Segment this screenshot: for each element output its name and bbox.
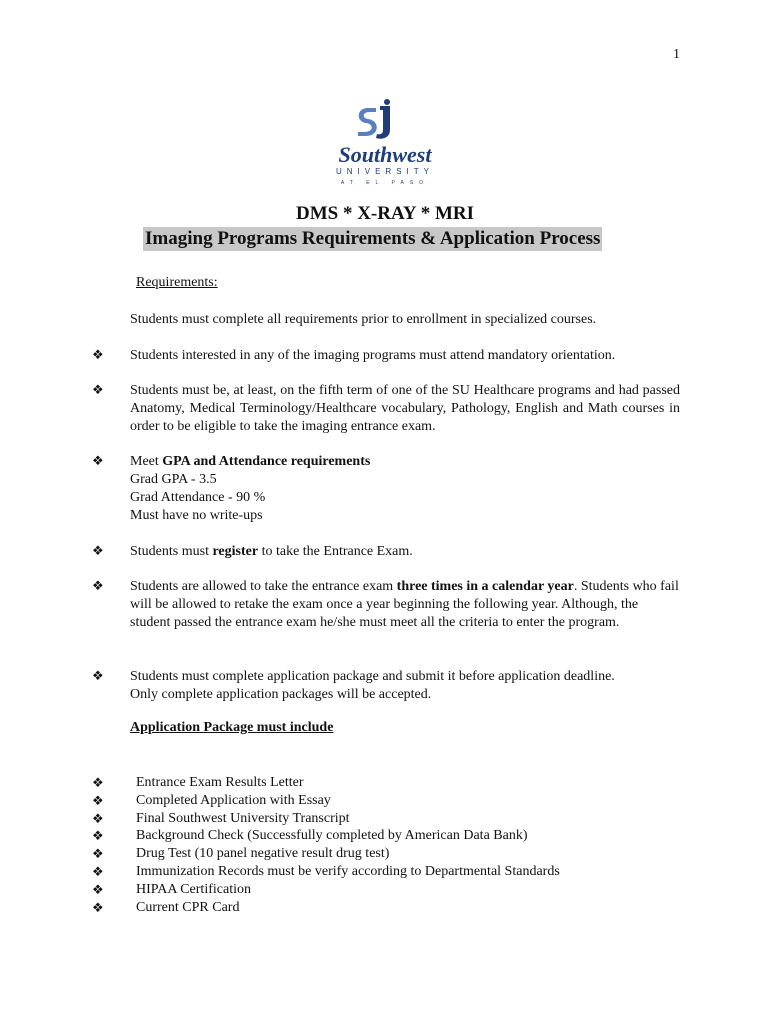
diamond-bullet-icon: ❖ (92, 828, 104, 844)
register-bold: register (212, 544, 259, 559)
diamond-bullet-icon: ❖ (92, 668, 104, 683)
intro-text: Students must complete all requirements prior to enrollment in specialized courses. (130, 312, 597, 327)
diamond-bullet-icon: ❖ (92, 543, 104, 558)
diamond-bullet-icon: ❖ (92, 846, 104, 862)
diamond-bullet-icon: ❖ (92, 899, 104, 915)
exam-attempts-requirement (130, 578, 680, 632)
diamond-bullet-icon: ❖ (92, 578, 104, 593)
application-package-heading: Application Package must include (130, 720, 334, 735)
gpa-prefix: Meet (130, 454, 163, 469)
list-item: Entrance Exam Results Letter (136, 775, 304, 790)
diamond-bullet-icon: ❖ (92, 792, 104, 808)
register-requirement (130, 543, 680, 561)
diamond-bullet-icon: ❖ (92, 863, 104, 879)
southwest-university-logo (320, 96, 450, 188)
page-number: 1 (673, 47, 680, 62)
gpa-bold: GPA and Attendance requirements (162, 454, 371, 469)
logo-university: UNIVERSITY (335, 167, 435, 176)
attempts-suffix: . Students who fail will be allowed to retake the exam once a year beginning the following year. Although, the student passed the entrance exam he/she must meet all the criteria to enter the program. (130, 579, 679, 630)
register-suffix: to take the Entrance Exam. (258, 544, 413, 559)
package-line-1: Students must complete application package and submit it before application deadline. (130, 669, 615, 684)
diamond-bullet-icon: ❖ (92, 347, 104, 362)
su-monogram-icon (320, 96, 450, 188)
attempts-bold: three times in a calendar year (396, 579, 574, 594)
list-item: Background Check (Successfully completed by American Data Bank) (136, 828, 528, 844)
title-programs: DMS * X-RAY * MRI (295, 203, 475, 224)
diamond-bullet-icon: ❖ (92, 382, 104, 397)
fifth-term-requirement: Students must be, at least, on the fifth term of one of the SU Healthcare programs and had passed Anatomy, Medical Terminology/Healthcare vocabulary, Pathology, English and Math courses in order to be eligible to take the imaging entrance exam. (130, 383, 680, 434)
application-package-requirement (130, 668, 680, 704)
requirements-heading: Requirements: (136, 275, 218, 290)
diamond-bullet-icon: ❖ (92, 810, 104, 826)
title-requirements-process: Imaging Programs Requirements & Application Process (145, 228, 601, 249)
logo-location: AT EL PASO (340, 180, 430, 186)
diamond-bullet-icon: ❖ (92, 453, 104, 468)
list-item: Drug Test (10 panel negative result drug test) (136, 846, 390, 862)
gpa-attendance-requirement (130, 453, 680, 525)
list-item: Completed Application with Essay (136, 792, 331, 808)
application-package-list (136, 774, 560, 916)
register-prefix: Students must (130, 544, 213, 559)
list-item: Final Southwest University Transcript (136, 810, 350, 826)
package-line-2: Only complete application packages will be accepted. (130, 687, 432, 702)
package-bullets (92, 774, 104, 916)
logo-wordmark: Southwest (338, 142, 432, 167)
grad-gpa: Grad GPA - 3.5 (130, 472, 217, 487)
list-item: Immunization Records must be verify according to Departmental Standards (136, 863, 560, 879)
grad-attendance: Grad Attendance - 90 % (130, 490, 266, 505)
diamond-bullet-icon: ❖ (92, 775, 104, 790)
orientation-requirement: Students interested in any of the imaging programs must attend mandatory orientation. (130, 348, 616, 363)
list-item: Current CPR Card (136, 899, 240, 915)
no-writeups: Must have no write-ups (130, 508, 263, 523)
attempts-prefix: Students are allowed to take the entrance exam (130, 579, 397, 594)
list-item: HIPAA Certification (136, 881, 251, 897)
diamond-bullet-icon: ❖ (92, 881, 104, 897)
